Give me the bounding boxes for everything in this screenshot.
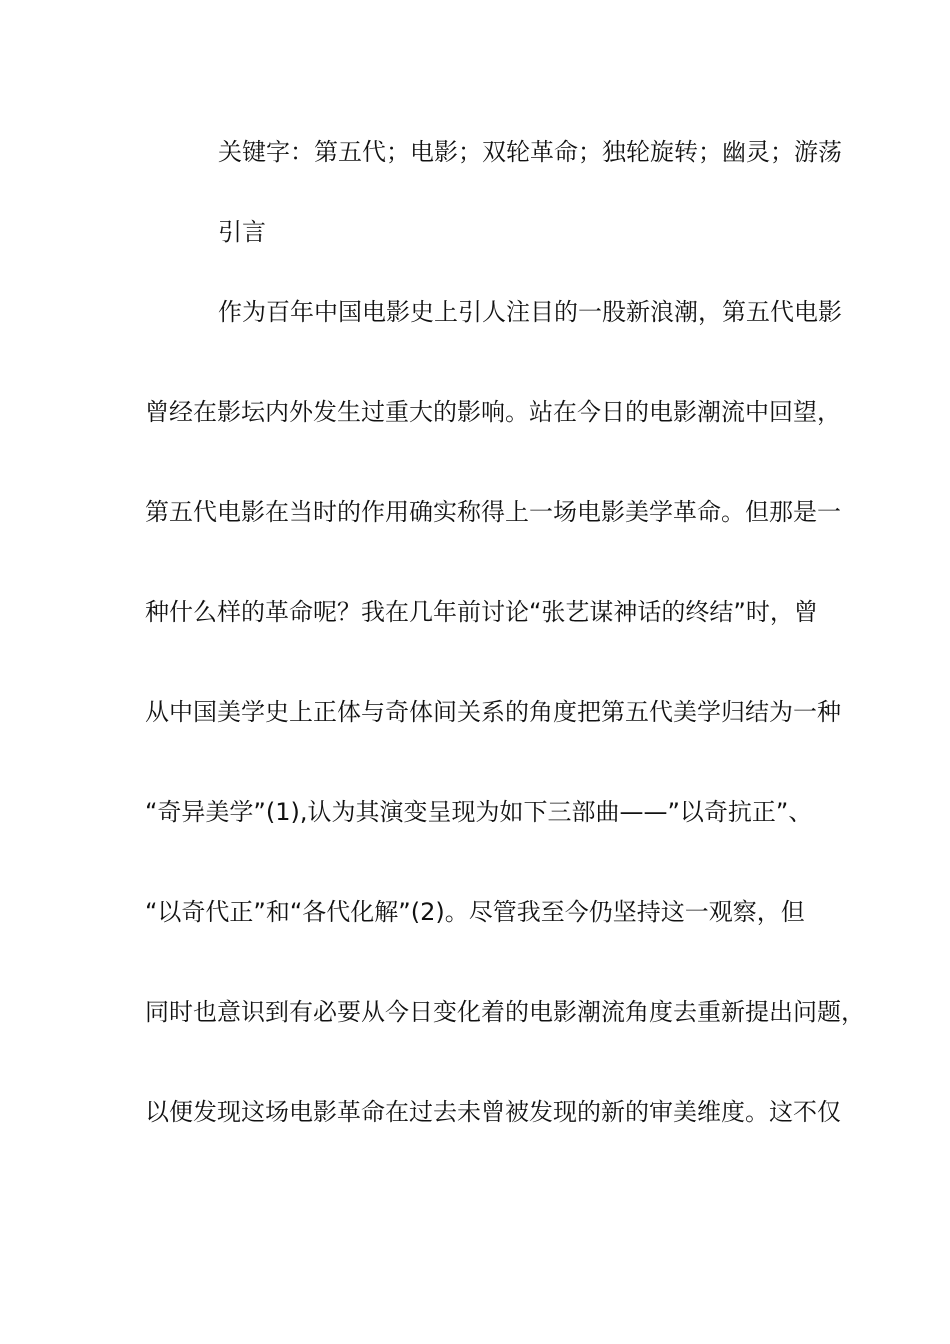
paragraph-line: 曾经在影坛内外发生过重大的影响。站在今日的电影潮流中回望，	[145, 398, 841, 426]
paragraph-line: “奇异美学”(1),认为其演变呈现为如下三部曲——”以奇抗正”、	[145, 798, 813, 826]
paragraph-line: “以奇代正”和“各代化解”(2)。尽管我至今仍坚持这一观察，但	[145, 898, 805, 926]
paragraph-line: 第五代电影在当时的作用确实称得上一场电影美学革命。但那是一	[145, 498, 841, 526]
paragraph-line: 以便发现这场电影革命在过去未曾被发现的新的审美维度。这不仅	[145, 1098, 841, 1126]
paragraph-line: 作为百年中国电影史上引人注目的一股新浪潮，第五代电影	[218, 298, 842, 326]
keywords-line: 关键字：第五代；电影；双轮革命；独轮旋转；幽灵；游荡	[218, 138, 842, 166]
paragraph-line: 从中国美学史上正体与奇体间关系的角度把第五代美学归结为一种	[145, 698, 841, 726]
paragraph-line: 同时也意识到有必要从今日变化着的电影潮流角度去重新提出问题，	[145, 998, 865, 1026]
section-heading: 引言	[218, 218, 266, 246]
paragraph-line: 种什么样的革命呢？我在几年前讨论“张艺谋神话的终结”时，曾	[145, 598, 818, 626]
